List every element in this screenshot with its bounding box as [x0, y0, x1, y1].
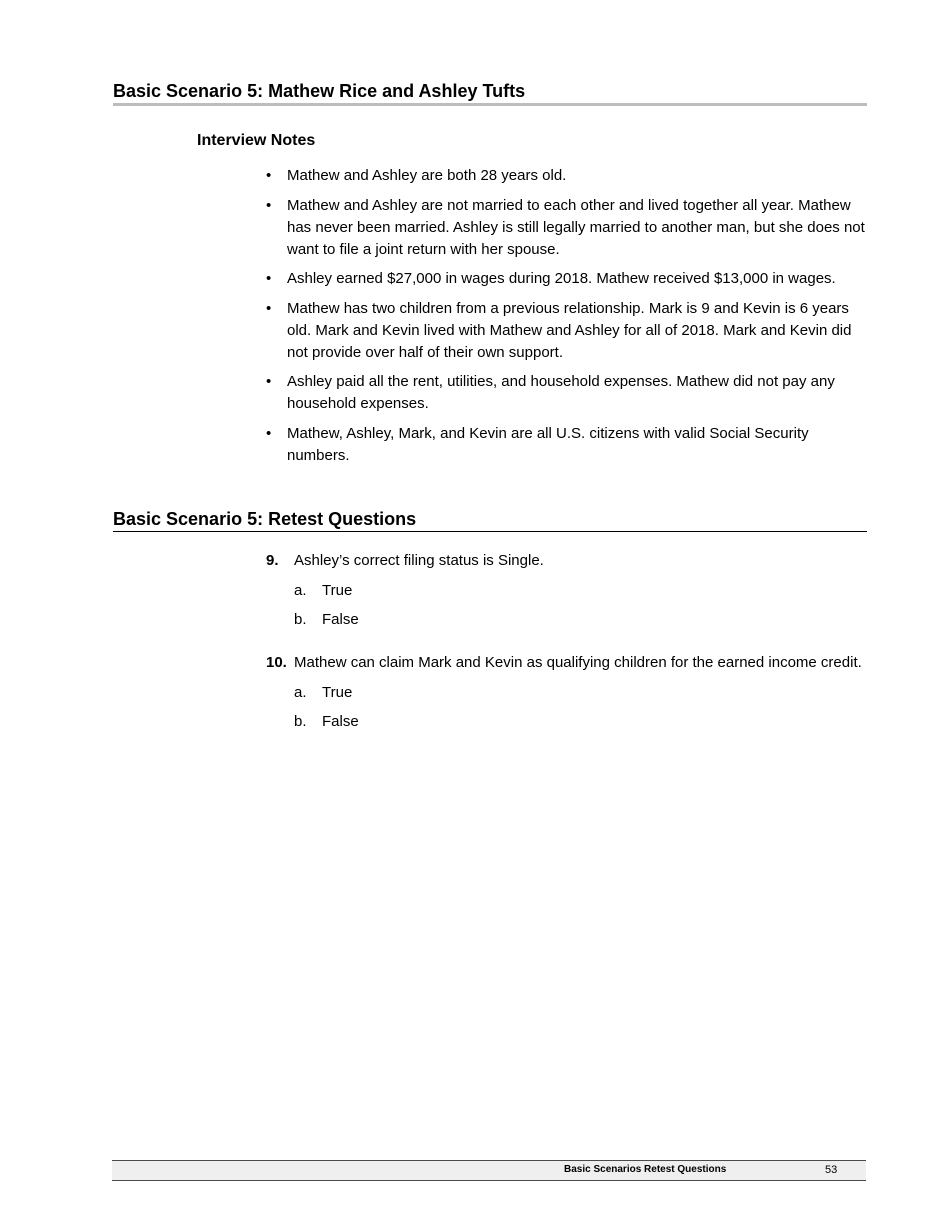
note-text: Ashley earned $27,000 in wages during 2018. Mathew received $13,000 in wages.	[287, 270, 836, 287]
question-number: 10.	[266, 654, 287, 671]
note-text: Mathew and Ashley are not married to each other and lived together all year. Mathew has never been married. Ashley is still legally married to another man, but she does not want to file a joint return with her spouse.	[287, 196, 865, 258]
option-text: False	[322, 713, 359, 730]
option-letter: b.	[294, 611, 307, 628]
option-letter: a.	[294, 581, 307, 599]
list-item	[266, 268, 867, 290]
list-item	[266, 165, 867, 187]
question-text: Mathew can claim Mark and Kevin as qualifying children for the earned income credit.	[294, 654, 862, 671]
option-letter: b.	[294, 713, 307, 730]
page-footer	[112, 1160, 866, 1181]
page-number: 53	[825, 1164, 838, 1176]
answer-options	[294, 682, 867, 734]
bullet-icon: •	[266, 270, 272, 287]
bullet-icon: •	[266, 299, 272, 317]
option-letter: a.	[294, 683, 307, 701]
option-text: True	[322, 581, 353, 599]
answer-options	[294, 580, 867, 632]
option-b	[294, 711, 867, 733]
note-text: Mathew has two children from a previous relationship. Mark is 9 and Kevin is 6 years old. Mark and Kevin lived with Mathew and Ashley for all of 2018. Mark and Kevin did not provide over half of their own support.	[287, 299, 852, 361]
interview-notes-heading: Interview Notes	[197, 132, 316, 149]
section-heading-scenario: Basic Scenario 5: Mathew Rice and Ashley Tufts	[113, 80, 867, 106]
list-item	[266, 195, 867, 261]
question-9	[266, 550, 867, 639]
note-text: Mathew and Ashley are both 28 years old.	[287, 167, 567, 184]
question-10	[266, 652, 867, 741]
option-b	[294, 609, 867, 631]
list-item	[266, 423, 867, 467]
note-text: Ashley paid all the rent, utilities, and household expenses. Mathew did not pay any household expenses.	[287, 373, 835, 412]
bullet-icon: •	[266, 424, 272, 442]
question-text: Ashley’s correct filing status is Single.	[294, 552, 544, 569]
option-a	[294, 580, 867, 602]
note-text: Mathew, Ashley, Mark, and Kevin are all U.S. citizens with valid Social Security numbers.	[287, 424, 809, 464]
bullet-icon: •	[266, 373, 272, 390]
option-text: False	[322, 611, 359, 628]
interview-notes-list	[266, 165, 867, 474]
option-text: True	[322, 683, 353, 701]
option-a	[294, 682, 867, 704]
section-heading-retest: Basic Scenario 5: Retest Questions	[113, 508, 867, 532]
list-item	[266, 298, 867, 364]
bullet-icon: •	[266, 196, 272, 214]
bullet-icon: •	[266, 167, 272, 184]
footer-title: Basic Scenarios Retest Questions	[564, 1164, 727, 1175]
question-number: 9.	[266, 552, 279, 569]
list-item	[266, 371, 867, 415]
